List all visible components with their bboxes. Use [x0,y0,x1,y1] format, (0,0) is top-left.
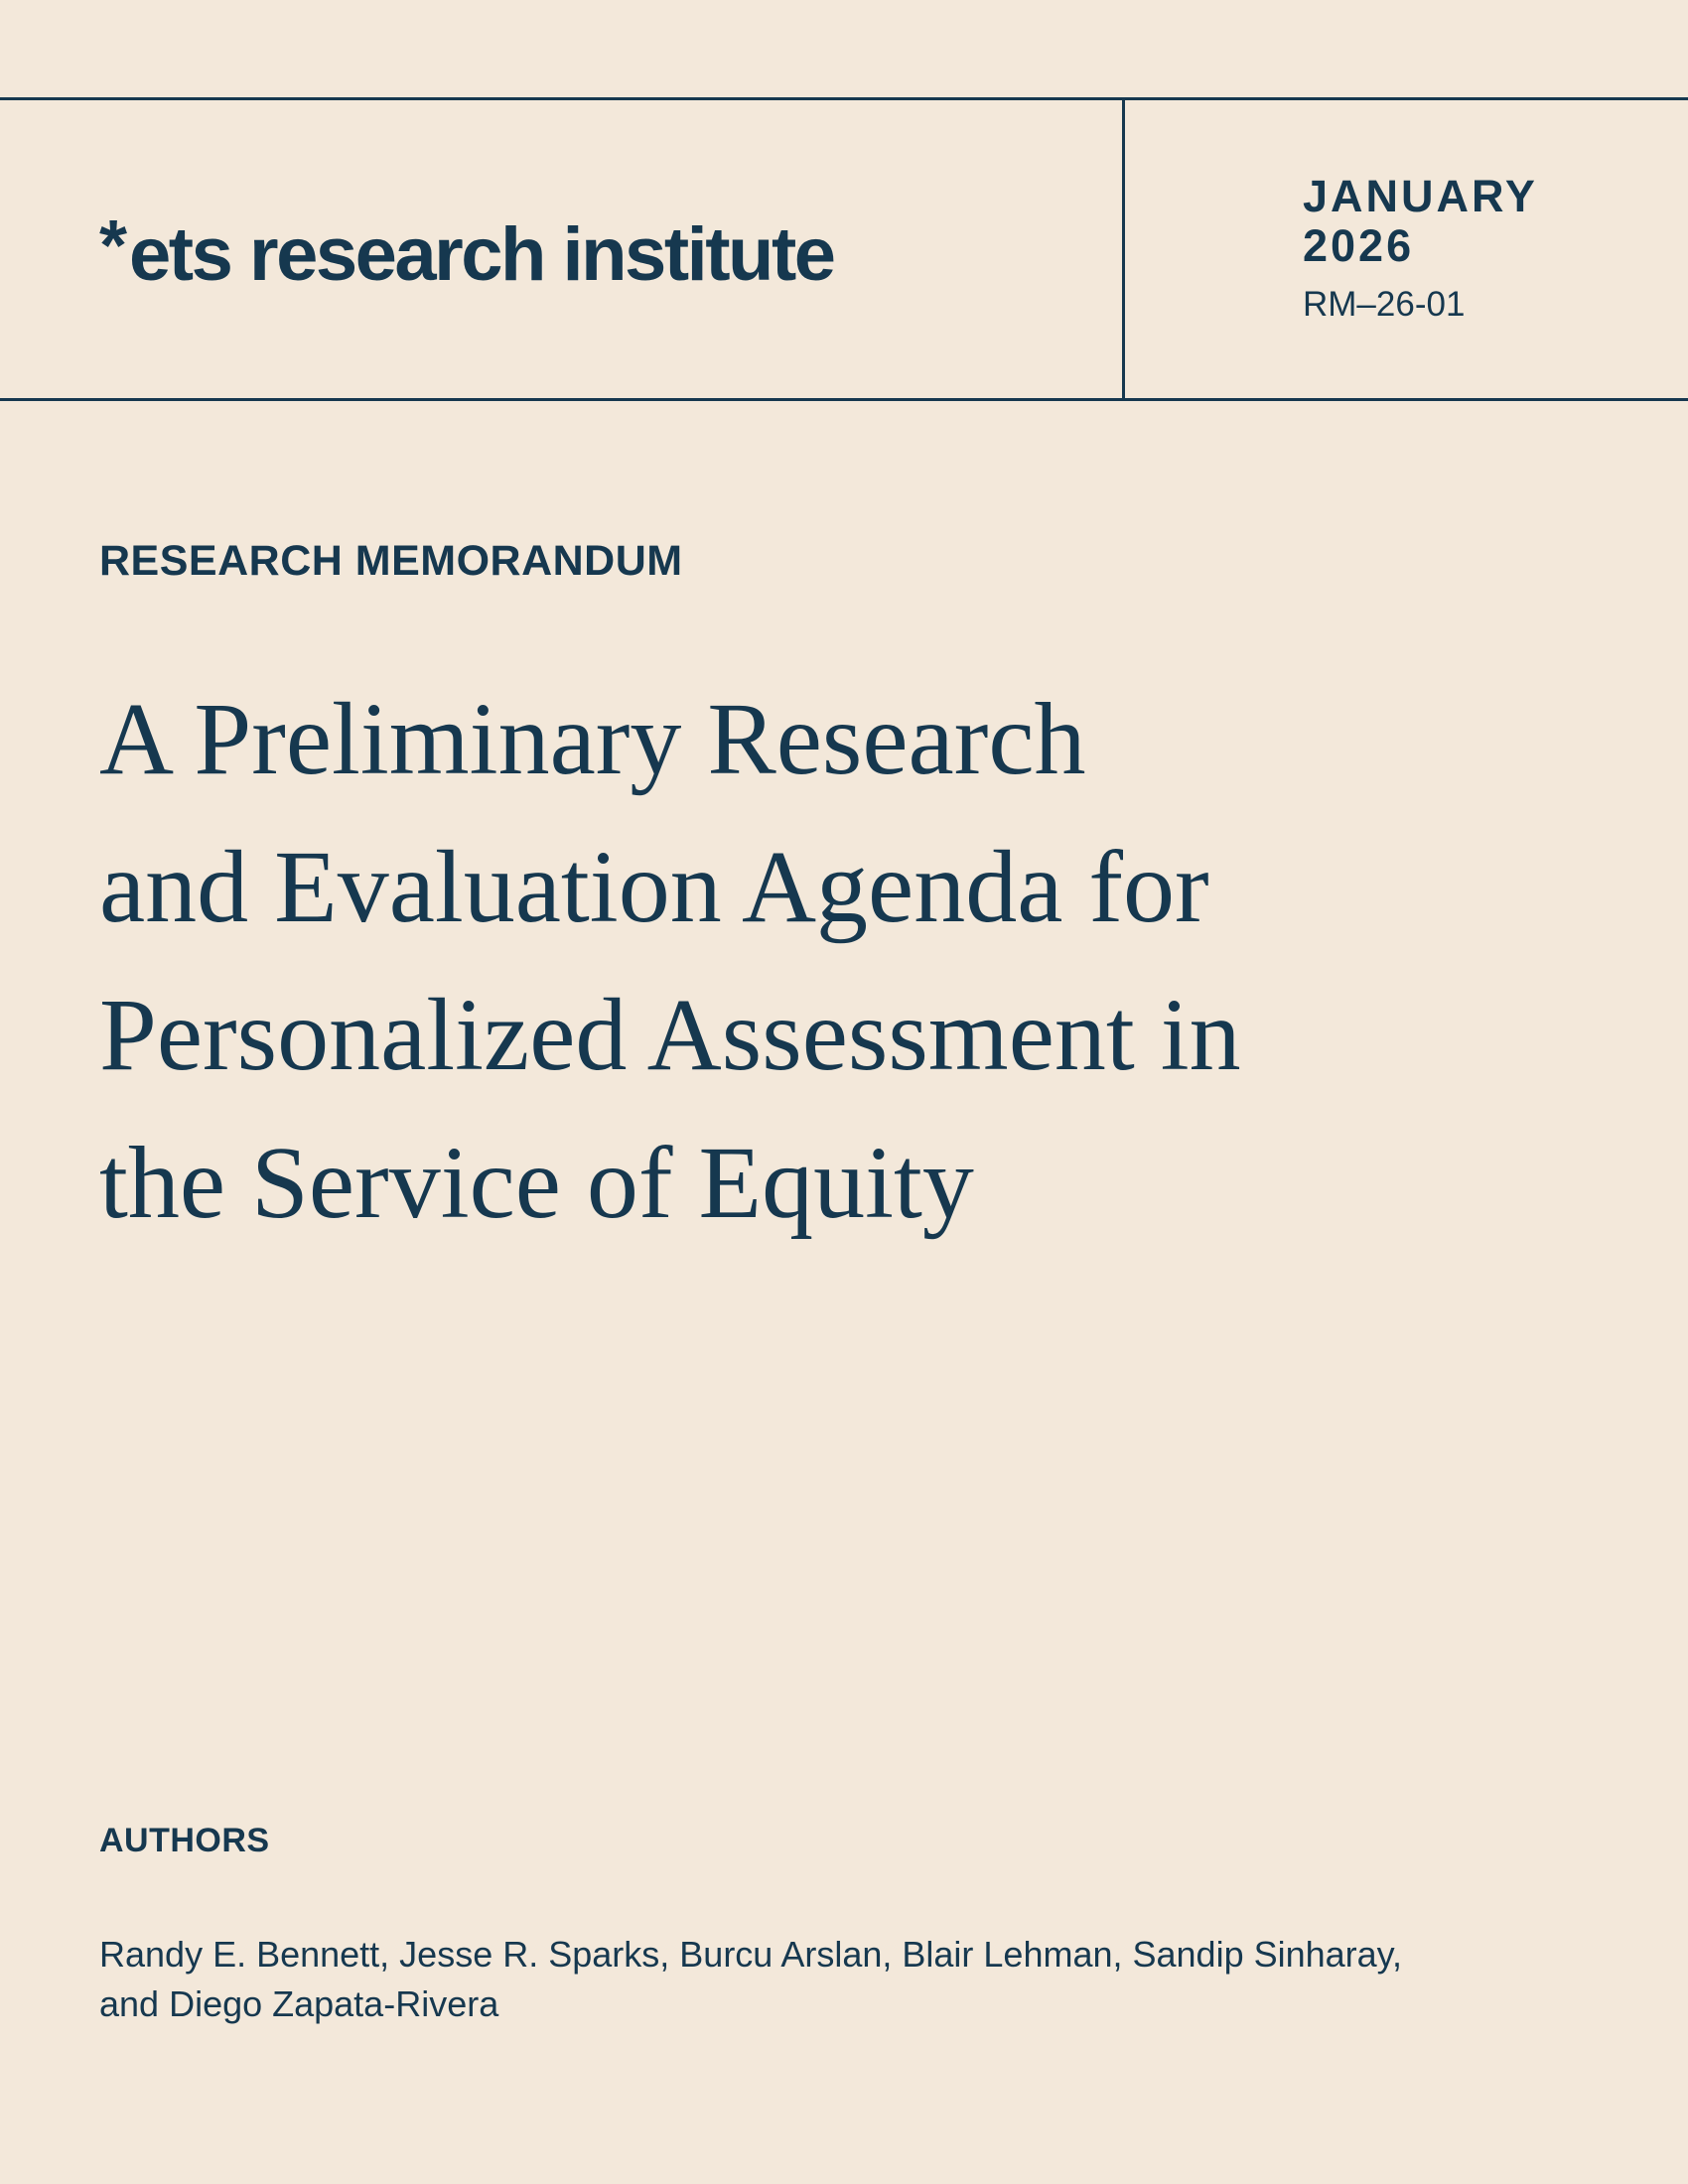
title-line: the Service of Equity [99,1126,974,1240]
ets-research-institute-logo [99,206,834,297]
document-type: RESEARCH MEMORANDUM [99,537,683,585]
title-line: and Evaluation Agenda for [99,830,1209,944]
title-line: A Preliminary Research [99,682,1086,796]
header-band [0,97,1688,401]
author-list [99,1930,1589,2029]
publication-year: 2026 [1303,220,1415,271]
document-title [99,665,1549,1257]
authors-heading: AUTHORS [99,1822,270,1859]
report-number: RM–26-01 [1303,285,1466,324]
header-divider [1122,100,1125,398]
title-line: Personalized Assessment in [99,978,1241,1092]
author-list-line: Randy E. Bennett, Jesse R. Sparks, Burcu Arslan, Blair Lehman, Sandip Sinharay, [99,1934,1403,1975]
publication-date-block [1303,172,1538,325]
author-list-line: and Diego Zapata-Rivera [99,1983,499,2024]
asterisk-icon: * [99,206,128,286]
publication-month: JANUARY [1303,171,1538,221]
logo-text: ets research institute [129,212,834,297]
